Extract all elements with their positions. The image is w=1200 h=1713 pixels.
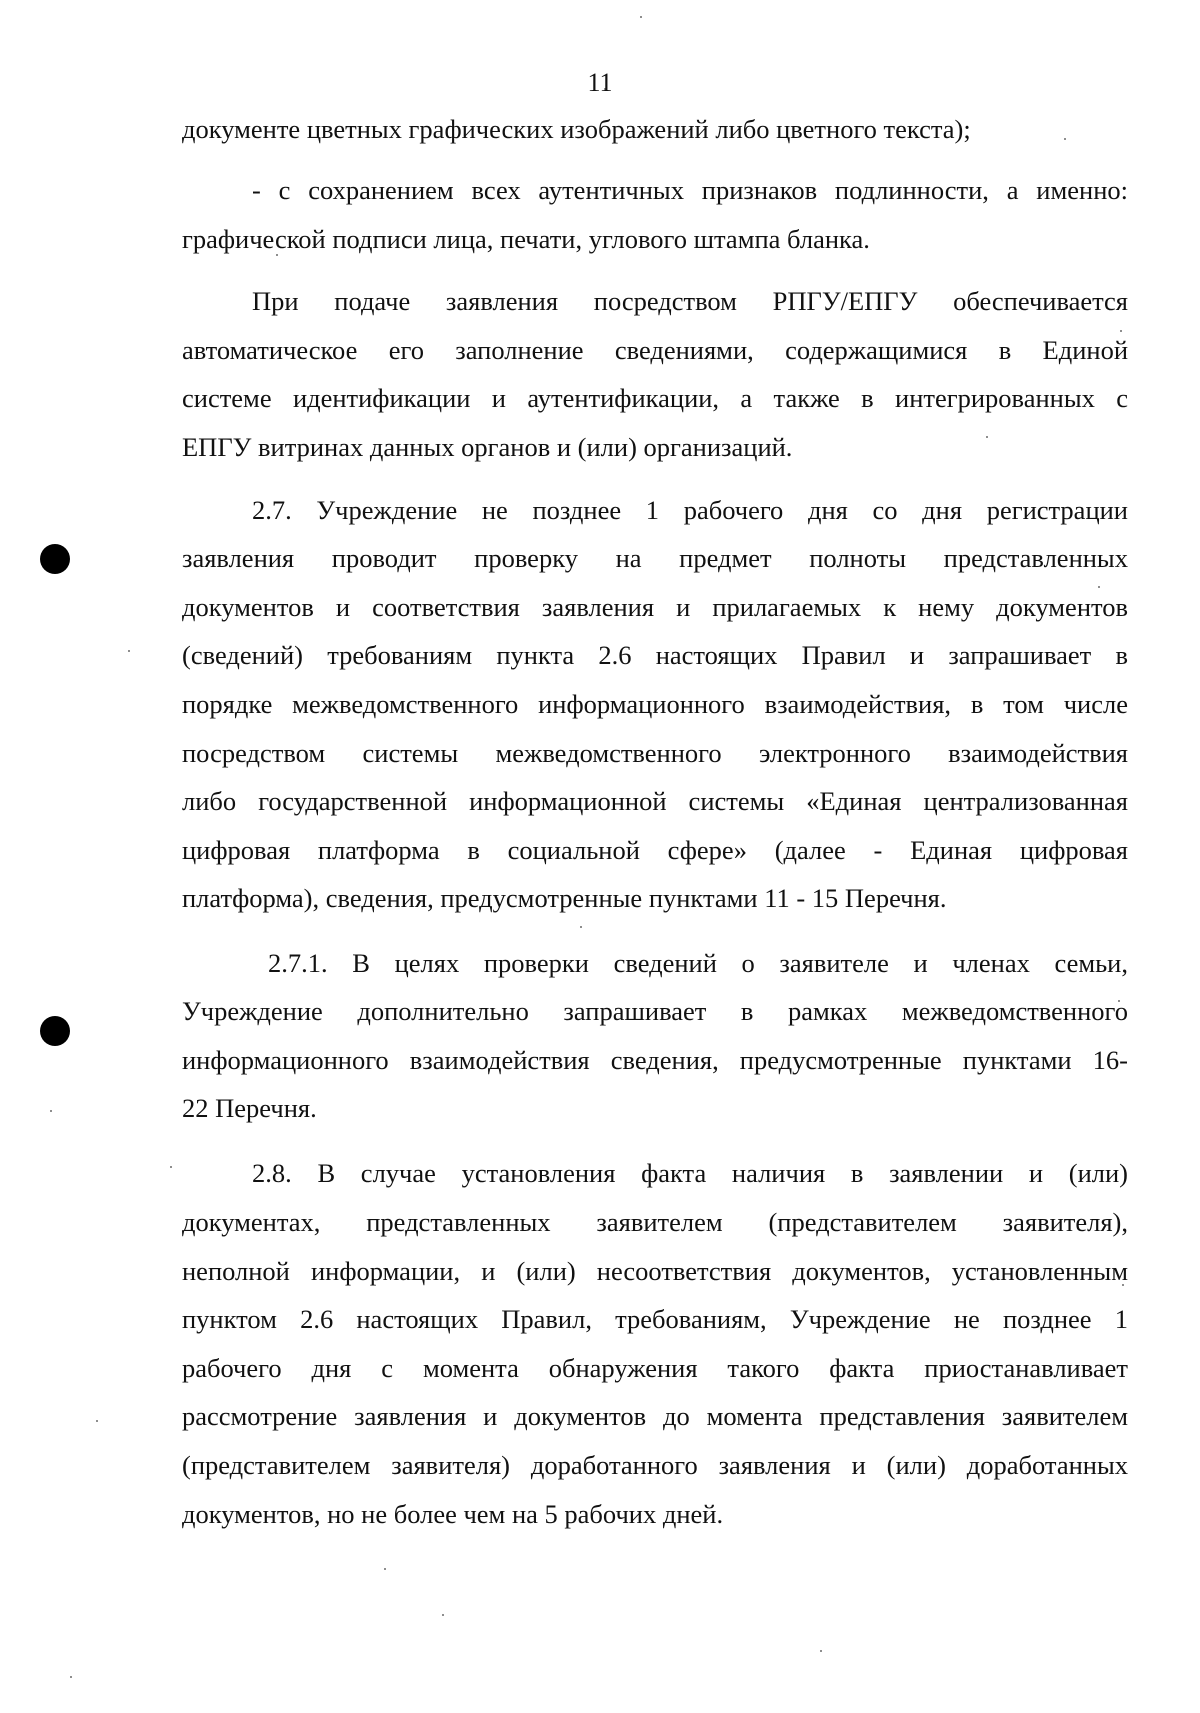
page-number: 11 <box>587 68 613 97</box>
scan-speck <box>96 1420 98 1422</box>
text-line: ЕПГУ витринах данных органов и (или) организаций. <box>182 432 793 462</box>
text-line: графической подписи лица, печати, углового штампа бланка. <box>182 224 870 254</box>
text-line: (сведений) требованиям пункта 2.6 настоящих Правил и запрашивает в <box>182 640 1128 670</box>
text-line: пунктом 2.6 настоящих Правил, требованиям, Учреждение не позднее 1 <box>182 1304 1128 1334</box>
text-line: системе идентификации и аутентификации, а также в интегрированных с <box>182 383 1128 413</box>
scan-speck <box>1098 586 1100 588</box>
text-line: - с сохранением всех аутентичных признаков подлинности, а именно: <box>252 175 1128 205</box>
text-line: цифровая платформа в социальной сфере» (далее - Единая цифровая <box>182 835 1128 865</box>
scan-speck <box>580 926 582 928</box>
scan-speck <box>170 1166 172 1168</box>
text-line: рассмотрение заявления и документов до момента представления заявителем <box>182 1401 1128 1431</box>
text-line: (представителем заявителя) доработанного заявления и (или) доработанных <box>182 1450 1128 1480</box>
text-line: документах, представленных заявителем (представителем заявителя), <box>182 1207 1128 1237</box>
text-line: 2.7.1. В целях проверки сведений о заявителе и членах семьи, <box>268 948 1128 978</box>
scan-speck <box>820 1650 822 1652</box>
scan-speck <box>442 1614 444 1616</box>
text-line: документе цветных графических изображений либо цветного текста); <box>182 114 971 144</box>
text-line: посредством системы межведомственного электронного взаимодействия <box>182 738 1128 768</box>
text-line: При подаче заявления посредством РПГУ/ЕПГУ обеспечивается <box>252 286 1128 316</box>
scan-speck <box>128 650 130 652</box>
text-line: неполной информации, и (или) несоответствия документов, установленным <box>182 1256 1128 1286</box>
punch-hole-bottom <box>40 1016 70 1046</box>
text-line: информационного взаимодействия сведения, предусмотренные пунктами 16- <box>182 1045 1128 1075</box>
text-line: порядке межведомственного информационного взаимодействия, в том числе <box>182 689 1128 719</box>
text-line: 2.8. В случае установления факта наличия в заявлении и (или) <box>252 1158 1128 1188</box>
scan-speck <box>640 16 642 18</box>
text-line: 22 Перечня. <box>182 1093 317 1123</box>
scan-speck <box>1120 330 1122 332</box>
scan-speck <box>384 1568 386 1570</box>
text-line: рабочего дня с момента обнаружения такого факта приостанавливает <box>182 1353 1128 1383</box>
text-line: 2.7. Учреждение не позднее 1 рабочего дня со дня регистрации <box>252 495 1128 525</box>
text-line: документов, но не более чем на 5 рабочих дней. <box>182 1499 724 1529</box>
scan-speck <box>70 1676 72 1678</box>
text-line: документов и соответствия заявления и прилагаемых к нему документов <box>182 592 1128 622</box>
text-line: заявления проводит проверку на предмет полноты представленных <box>182 543 1128 573</box>
punch-hole-top <box>40 544 70 574</box>
scan-speck <box>50 1110 52 1112</box>
text-line: либо государственной информационной системы «Единая централизованная <box>182 786 1128 816</box>
text-line: автоматическое его заполнение сведениями, содержащимися в Единой <box>182 335 1128 365</box>
text-line: Учреждение дополнительно запрашивает в рамках межведомственного <box>182 996 1128 1026</box>
text-line: платформа), сведения, предусмотренные пунктами 11 - 15 Перечня. <box>182 883 947 913</box>
